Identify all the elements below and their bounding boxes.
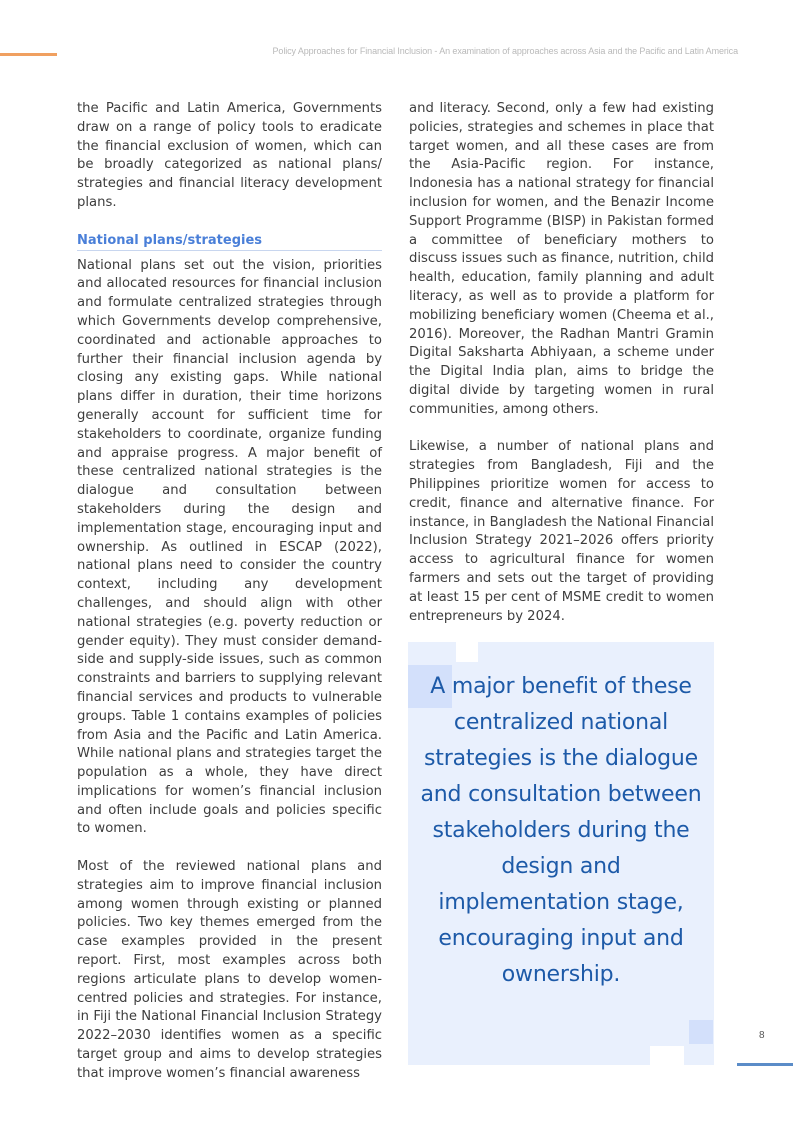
body-paragraph: and literacy. Second, only a few had existing policies, strategies and schemes in place that target women, and all these cases are from the Asia-Pacific region. For instance, Indonesia has a national strategy for financial inclusion for women, and the Benazir Income Support Programme (BISP) in Pakistan formed a committee of beneficiary mothers to discuss issues such as finance, nutrition, child health, education, family planning and adult literacy, as well as to provide a platform for mobilizing beneficiary women (Cheema et al., 2016). Moreover, the Radhan Mantri Gramin Digital Saksharta Abhiyaan, a scheme under the Digital India plan, aims to bridge the digital divide by targeting women in rural communities, among others. [409, 101, 714, 417]
body-paragraph: Likewise, a number of national plans and strategies from Bangladesh, Fiji and the Philippines prioritize women for access to credit, finance and alternative finance. For instance, in Bangladesh the National Financial Inclusion Strategy 2021–2026 offers priority access to agricultural finance for women farmers and sets out the target of providing at least 15 per cent of MSME credit to women entrepreneurs by 2024. [409, 439, 714, 624]
decorative-square [650, 1046, 684, 1082]
pull-quote-text: A major benefit of these centralized national strategies is the dialogue and consultation between stakeholders during the design and implementation stage, encouraging input and ownership. [420, 674, 702, 987]
section-heading: National plans/strategies [77, 232, 382, 251]
footer-accent-bar [737, 1063, 793, 1066]
body-paragraph: National plans set out the vision, priorities and allocated resources for financial inclusion and formulate centralized strategies through which Governments develop comprehensive, coordinated and actionable approaches to further their financial inclusion agenda by closing any existing gaps. While national plans differ in duration, their time horizons generally account for sufficient time for stakeholders to coordinate, organize funding and appraise progress. A major benefit of these centralized national strategies is the dialogue and consultation between stakeholders during the design and implementation stage, encouraging input and ownership. As outlined in ESCAP (2022), national plans need to consider the country context, including any development challenges, and should align with other national strategies (e.g. poverty reduction or gender equity). They must consider demand-side and supply-side issues, such as common constraints and barriers to supplying relevant financial services and products to vulnerable groups. Table 1 contains examples of policies from Asia and the Pacific and Latin America. While national plans and strategies target the population as a whole, they have direct implications for women’s financial inclusion and often include goals and policies specific to women. [77, 257, 382, 837]
body-paragraph: Most of the reviewed national plans and strategies aim to improve financial inclusion among women through existing or planned policies. Two key themes emerged from the case examples provided in the present report. First, most examples across both regions articulate plans to develop women-centred policies and strategies. For instance, in Fiji the National Financial Inclusion Strategy 2022–2030 identifies women as a specific target group and aims to develop strategies that improve women’s financial awareness [77, 859, 382, 1081]
right-column [409, 100, 714, 645]
running-header: Policy Approaches for Financial Inclusion - An examination of approaches across Asia and the Pacific and Latin America [272, 46, 738, 56]
body-paragraph: the Pacific and Latin America, Governments draw on a range of policy tools to eradicate the financial exclusion of women, which can be broadly categorized as national plans/ strategies and financial literacy development plans. [77, 101, 382, 210]
decorative-square [456, 642, 478, 662]
header-accent-bar [0, 53, 57, 56]
left-column [77, 100, 382, 1102]
page-number: 8 [759, 1030, 765, 1041]
decorative-square [689, 1020, 713, 1044]
pull-quote-box [408, 642, 714, 1065]
